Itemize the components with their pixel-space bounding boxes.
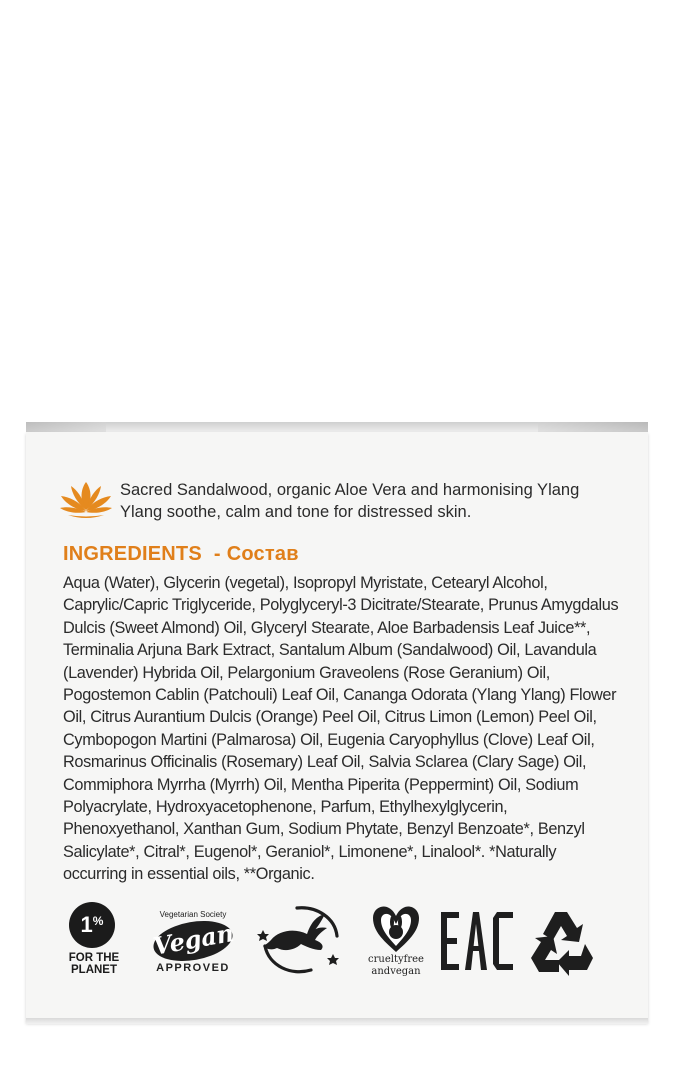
ingredients-title: INGREDIENTS — [63, 543, 202, 565]
leaping-bunny-icon — [255, 900, 345, 980]
vegan-approved-text: APPROVED — [156, 962, 230, 974]
cruelty-free-heart-icon — [365, 902, 427, 954]
ingredients-title-russian: Состав — [226, 543, 299, 565]
cruelty-free-logo — [365, 902, 427, 986]
heading-separator: - — [213, 543, 221, 565]
vegan-society-logo — [141, 900, 245, 980]
cruelty-free-line1: crueltyfree — [368, 954, 424, 965]
one-percent-line1: FOR THE — [68, 952, 120, 964]
ingredients-heading — [63, 543, 299, 571]
certification-logos — [55, 898, 615, 988]
eac-mark-icon — [441, 910, 513, 972]
recycle-icon — [525, 906, 597, 978]
one-percent-number: 1 — [80, 912, 93, 937]
vegan-word: Vegan — [150, 915, 235, 966]
cruelty-free-text — [365, 954, 427, 978]
one-percent-line2: PLANET — [71, 964, 117, 976]
cruelty-free-line2: andvegan — [371, 966, 421, 977]
one-percent-for-the-planet-logo — [61, 902, 127, 982]
ingredients-list: Aqua (Water), Glycerin (vegetal), Isopropyl Myristate, Cetearyl Alcohol, Caprylic/Capric Triglyceride, Polyglyceryl-3 Dicitrate/Stearate, Prunus Amygdalus Dulcis (Sweet Almond) Oil, Glyceryl Stearate, Aloe Barbadensis Leaf Juice**, Terminalia Arjuna Bark Extract, Santalum Album (Sandalwood) Oil, Lavandula (Lavender) Hybrida Oil, Pelargonium Graveolens (Rose Geranium) Oil, Pogostemon Cablin (Patchouli) Leaf Oil, Cananga Odorata (Ylang Ylang) Flower Oil, Citrus Aurantium Dulcis (Orange) Peel Oil, Citrus Limon (Lemon) Peel Oil, Cymbopogon Martini (Palmarosa) Oil, Eugenia Caryophyllus (Clove) Leaf Oil, Rosmarinus Officinalis (Rosemary) Leaf Oil, Salvia Sclarea (Clary Sage) Oil, Commiphora Myrrha (Myrrh) Oil, Mentha Piperita (Peppermint) Oil, Sodium Polyacrylate, Hydroxyacetophenone, Parfum, Ethylhexylglycerin, Phenoxyethanol, Xanthan Gum, Sodium Phytate, Benzyl Benzoate*, Benzyl Salicylate*, Citral*, Eugenol*, Geraniol*, Limonene*, Linalool*. *Naturally occurring in essential oils, **Organic. — [63, 574, 619, 884]
box-bottom-edge — [26, 1018, 648, 1024]
vegan-society-text: Vegetarian Society — [159, 910, 227, 919]
lotus-icon — [58, 480, 114, 520]
one-percent-circle — [69, 902, 115, 948]
product-tagline: Sacred Sandalwood, organic Aloe Vera and harmonising Ylang Ylang soothe, calm and tone for distressed skin. — [120, 481, 580, 521]
one-percent-symbol: % — [92, 914, 104, 928]
one-percent-text — [61, 952, 127, 976]
